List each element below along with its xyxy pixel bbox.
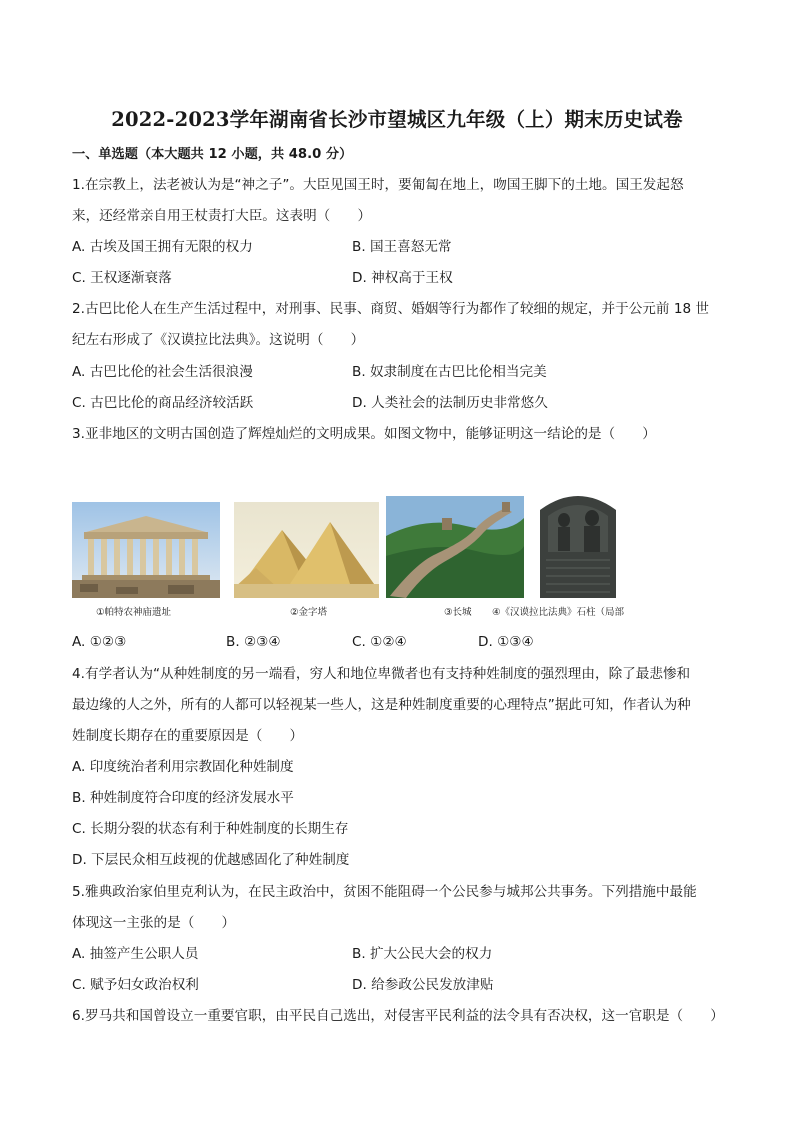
question-3-text: 3.亚非地区的文明古国创造了辉煌灿烂的文明成果。如图文物中，能够证明这一结论的是（ ）	[72, 426, 656, 442]
q2-option-d[interactable]: D. 人类社会的法制历史非常悠久	[352, 395, 548, 411]
q3-option-a[interactable]: A. ①②③	[72, 634, 127, 650]
q5-option-c[interactable]: C. 赋予妇女政治权利	[72, 977, 199, 993]
question-5-text: 5.雅典政治家伯里克利认为，在民主政治中，贫困不能阻碍一个公民参与城邦公共事务。下列措施中最能	[72, 884, 697, 900]
caption-4: ④《汉谟拉比法典》石柱（局部	[492, 607, 625, 618]
q4-option-d[interactable]: D. 下层民众相互歧视的优越感固化了种姓制度	[72, 852, 350, 868]
caption-1: ①帕特农神庙遗址	[96, 607, 172, 618]
q5-option-d[interactable]: D. 给参政公民发放津贴	[352, 977, 494, 993]
parthenon-image	[72, 502, 220, 598]
pyramids-image	[234, 502, 379, 598]
question-2-text-cont: 纪左右形成了《汉谟拉比法典》。这说明（ ）	[72, 332, 365, 348]
q5-option-a[interactable]: A. 抽签产生公职人员	[72, 946, 199, 962]
q1-option-a[interactable]: A. 古埃及国王拥有无限的权力	[72, 239, 253, 255]
q2-option-b[interactable]: B. 奴隶制度在古巴比伦相当完美	[352, 364, 547, 380]
q1-option-b[interactable]: B. 国王喜怒无常	[352, 239, 452, 255]
section-heading: 一、单选题（本大题共 12 小题，共 48.0 分）	[72, 147, 353, 162]
question-3-figure	[72, 490, 632, 622]
q3-option-d[interactable]: D. ①③④	[478, 634, 534, 650]
question-2-text: 2.古巴比伦人在生产生活过程中，对刑事、民事、商贸、婚姻等行为都作了较细的规定，并于公元前 18 世	[72, 301, 710, 317]
q1-option-d[interactable]: D. 神权高于王权	[352, 270, 453, 286]
q4-option-a[interactable]: A. 印度统治者利用宗教固化种姓制度	[72, 759, 294, 775]
q4-option-b[interactable]: B. 种姓制度符合印度的经济发展水平	[72, 790, 294, 806]
question-4-text: 4.有学者认为“从种姓制度的另一端看，穷人和地位卑微者也有支持种姓制度的强烈理由，除了最悲惨和	[72, 666, 691, 682]
question-6-text: 6.罗马共和国曾设立一重要官职，由平民自己选出，对侵害平民利益的法令具有否决权，这一官职是（ ）	[72, 1008, 724, 1024]
q2-option-c[interactable]: C. 古巴比伦的商品经济较活跃	[72, 395, 254, 411]
q5-option-b[interactable]: B. 扩大公民大会的权力	[352, 946, 493, 962]
q3-option-b[interactable]: B. ②③④	[226, 634, 281, 650]
caption-3: ③长城	[444, 607, 472, 618]
q1-option-c[interactable]: C. 王权逐渐衰落	[72, 270, 172, 286]
q2-option-a[interactable]: A. 古巴比伦的社会生活很浪漫	[72, 364, 253, 380]
question-5-text-cont: 体现这一主张的是（ ）	[72, 915, 236, 931]
hammurabi-stele-image	[530, 490, 626, 598]
question-4-text-cont-1: 最边缘的人之外，所有的人都可以轻视某一些人，这是种姓制度重要的心理特点”据此可知，作者认为种	[72, 697, 691, 713]
question-4-text-cont-2: 姓制度长期存在的重要原因是（ ）	[72, 728, 304, 744]
caption-2: ②金字塔	[290, 607, 328, 618]
question-1-text: 1.在宗教上，法老被认为是“神之子”。大臣见国王时，要匍匐在地上，吻国王脚下的土地。国王发起怒	[72, 177, 684, 193]
q3-option-c[interactable]: C. ①②④	[352, 634, 407, 650]
exam-title: 2022-2023学年湖南省长沙市望城区九年级（上）期末历史试卷	[111, 108, 683, 131]
question-1-text-cont: 来，还经常亲自用王杖责打大臣。这表明（ ）	[72, 208, 372, 224]
great-wall-image	[386, 496, 524, 598]
q4-option-c[interactable]: C. 长期分裂的状态有利于种姓制度的长期生存	[72, 821, 349, 837]
